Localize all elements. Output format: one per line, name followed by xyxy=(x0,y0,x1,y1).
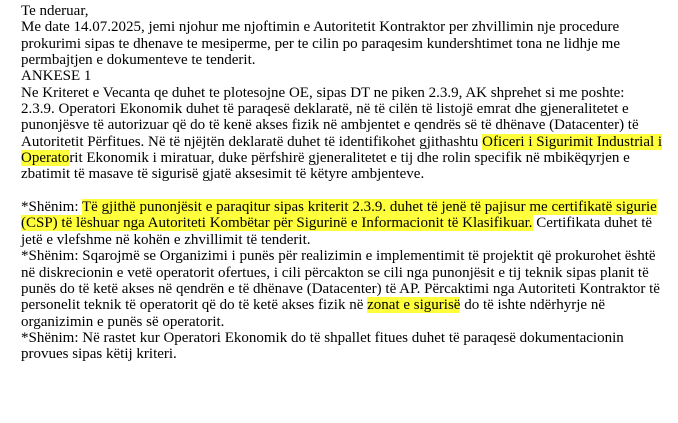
note2-part1: *Shënim: Sqarojmë se Organizimi i punës për realizimin e implementimit të projektit që prokurohet është në diskrecionin e vetë operatorit ofertues, i cili përcakton se cili nga punonjësit e tij teknik sipas planit të punës do të ketë akses në qendrën e të dhënave (Datacenter) të AP. Përcaktimi nga Autoriteti Kontraktor të personelit teknik të operatorit që do të ketë akses fizik në xyxy=(21,248,660,314)
note1-prefix: *Shënim: xyxy=(21,199,82,216)
clause-2-3-9 xyxy=(21,101,671,183)
annex-title: ANKESE 1 xyxy=(21,68,92,85)
clause-text-part1: 2.3.9. Operatori Ekonomik duhet të paraqesë deklaratë, në të cilën të listojë emrat dhe gjeneralitetet e punonjësve të autorizuar që do të kenë akses fizik në ambjentet e qendrës së të dhënave (Datacenter) të Autoritetit Përfitues. Në të njëjtën deklaratë duhet të identifikohet gjithashtu xyxy=(21,101,639,150)
highlighted-certificate-requirement: Të gjithë punonjësit e paraqitur sipas kriterit 2.3.9. duhet të jenë të pajisur me certifikatë sigurie (CSP) të lëshuar nga Autoriteti Kombëtar për Sigurinë e Informacionit të Klasifikuar. xyxy=(21,199,657,232)
note1-after: Certifikata duhet të jetë e vlefshme në kohën e zhvillimit të tenderit. xyxy=(21,215,653,248)
note-documentation: *Shënim: Në rastet kur Operatori Ekonomik do të shpallet fitues duhet të paraqesë dokumentacionin provues sipas këtij kriteri. xyxy=(21,329,624,363)
intro-paragraph: Me date 14.07.2025, jemi njohur me njoftimin e Autoritetit Kontraktor per zhvillimin nje procedure prokurimi sipas te dhenave te mesiperme, per te cilin po paraqesim kundershtimet tona ne lidhje me permbajtjen e dokumenteve te tenderit. xyxy=(21,19,620,69)
document-body xyxy=(21,3,671,363)
greeting: Te nderuar, xyxy=(21,3,89,19)
criteria-intro: Ne Kriteret e Vecanta qe duhet te plotesojne OE, sipas DT ne piken 2.3.9, AK shprehet si me poshte: xyxy=(21,84,625,101)
clause-text-part2: rit Ekonomik i miratuar, duke përfshirë gjeneralitetet e tij dhe rolin specifik në mbikëqyrjen e zbatimit të masave të sigurisë gjatë aksesimit të këtyre ambjenteve. xyxy=(21,150,630,183)
note2-part2: do të ishte ndërhyrje në organizimin e punës së operatorit. xyxy=(21,297,605,330)
note-certificate xyxy=(21,199,671,248)
note-organisation xyxy=(21,248,671,330)
highlighted-security-officer: Oficeri i Sigurimit Industrial i Operato xyxy=(21,133,663,167)
highlighted-security-zones: zonat e sigurisë xyxy=(367,297,461,314)
